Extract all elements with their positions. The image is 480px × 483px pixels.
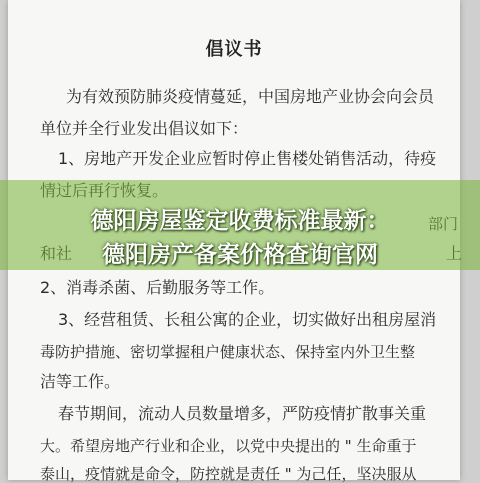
text-line: 1、房地产开发企业应暂时停止售楼处销售活动，待疫 <box>58 149 437 168</box>
document-title: 倡议书 <box>205 39 263 60</box>
text-line: 春节期间，流动人员数量增多，严防疫情扩散事关重 <box>58 404 427 423</box>
text-line: 大。希望房地产行业和企业，以党中央提出的 " 生命重于 <box>40 437 417 455</box>
banner-headline-line1: 德阳房屋鉴定收费标准最新： <box>90 208 390 234</box>
banner-headline-line2: 德阳房产备案价格查询官网 <box>102 242 378 268</box>
text-line: 2、消毒杀菌、后勤服务等工作。 <box>40 278 275 297</box>
text-line: 单位并全行业发出倡议如下： <box>40 119 249 138</box>
headline-banner <box>0 180 480 270</box>
text-line: 3、经营租赁、长租公寓的企业，切实做好出租房屋消 <box>58 310 437 329</box>
text-line: 洁等工作。 <box>40 372 121 391</box>
text-line: 为有效预防肺炎疫情蔓延，中国房地产业协会向会员 <box>66 87 435 106</box>
text-line: 毒防护措施、密切掌握租户健康状态、保持室内外卫生整 <box>40 343 416 361</box>
text-line: 泰山，疫情就是命令，防控就是责任 " 为己任，坚决服从 <box>40 465 417 483</box>
